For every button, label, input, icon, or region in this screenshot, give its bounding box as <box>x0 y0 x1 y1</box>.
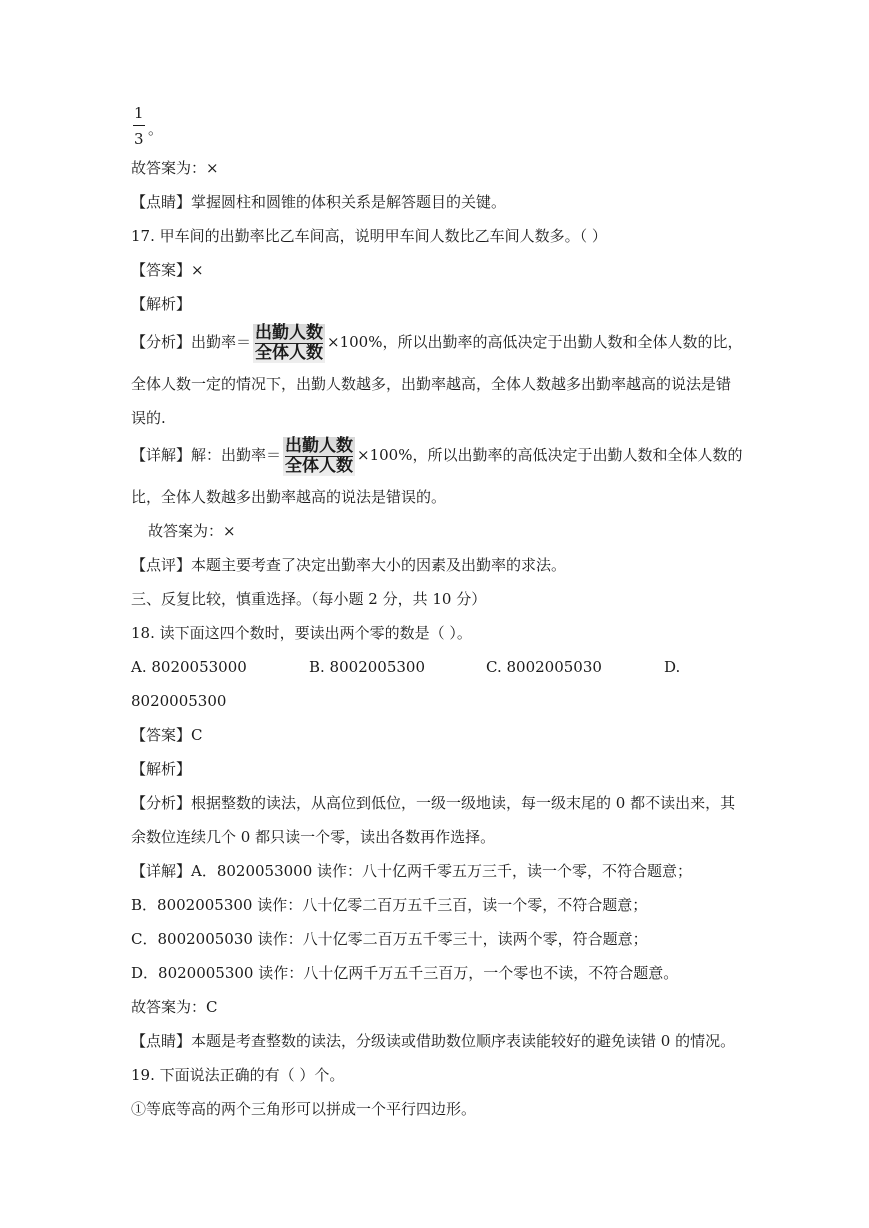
fraction-den-text: 全体人数 <box>285 455 354 476</box>
detail-17-suffix: ×100%，所以出勤率的高低决定于出勤人数和全体人数的 <box>357 446 743 464</box>
detail-18-d: D．8020005300 读作：八十亿两千万五千三百万，一个零也不读，不符合题意。 <box>131 964 679 982</box>
fraction-bar <box>133 125 145 126</box>
detail-17-line2: 比，全体人数越多出勤率越高的说法是错误的。 <box>131 488 447 506</box>
answer-18-final: 故答案为：C <box>131 998 218 1016</box>
question-17: 17. 甲车间的出勤率比乙车间高，说明甲车间人数比乙车间人数多。（ ） <box>131 227 607 245</box>
question-19: 19. 下面说法正确的有（ ）个。 <box>131 1066 345 1084</box>
fraction-num-text: 出勤人数 <box>285 435 354 456</box>
detail-17-prefix: 【详解】解：出勤率＝ <box>131 446 282 464</box>
answer-18: 【答案】C <box>131 726 203 744</box>
analysis-17 <box>131 322 742 363</box>
fraction-denominator: 3 <box>134 130 144 148</box>
analysis-17-line2: 全体人数一定的情况下，出勤人数越多，出勤率越高，全体人数越多出勤率越高的说法是错 <box>131 375 732 393</box>
statement-19-1: ①等底等高的两个三角形可以拼成一个平行四边形。 <box>131 1100 477 1118</box>
option-a: A. 8020053000 <box>131 658 247 676</box>
section-3-heading: 三、反复比较，慎重选择。（每小题 2 分，共 10 分） <box>131 590 487 608</box>
tip-line: 【点睛】掌握圆柱和圆锥的体积关系是解答题目的关键。 <box>131 193 507 211</box>
fraction-den-text: 全体人数 <box>255 342 324 363</box>
analysis-heading-17: 【解析】 <box>131 295 192 313</box>
fraction-num-text: 出勤人数 <box>255 322 324 343</box>
answer-17: 【答案】× <box>131 261 204 279</box>
analysis-17-suffix: ×100%，所以出勤率的高低决定于出勤人数和全体人数的比， <box>327 333 743 351</box>
detail-18-b: B．8002005300 读作：八十亿零二百万五千三百，读一个零，不符合题意； <box>131 896 648 914</box>
answer-line: 故答案为：× <box>131 159 219 177</box>
attendance-fraction-image <box>283 437 355 476</box>
detail-18-a: 【详解】A．8020053000 读作：八十亿两千零五万三千，读一个零，不符合题意； <box>131 862 693 880</box>
comment-17: 【点评】本题主要考查了决定出勤率大小的因素及出勤率的求法。 <box>131 556 567 574</box>
attendance-fraction-image <box>253 324 325 363</box>
fraction-period: 。 <box>148 120 164 138</box>
fraction-numerator: 1 <box>134 104 144 122</box>
question-18: 18. 读下面这四个数时，要读出两个零的数是（ ）。 <box>131 624 472 642</box>
analysis-17-line3: 误的. <box>131 409 166 427</box>
option-b: B. 8002005300 <box>309 658 425 676</box>
detail-18-c: C．8002005030 读作：八十亿零二百万五千零三十，读两个零，符合题意； <box>131 930 648 948</box>
tip-18: 【点睛】本题是考查整数的读法，分级读或借助数位顺序表读能较好的避免读错 0 的情况。 <box>131 1032 736 1050</box>
analysis-17-prefix: 【分析】出勤率＝ <box>131 333 252 351</box>
option-d: D. <box>664 658 681 676</box>
analysis-18-line1: 【分析】根据整数的读法，从高位到低位，一级一级地读，每一级末尾的 0 都不读出来，其 <box>131 794 736 812</box>
detail-17 <box>131 435 742 476</box>
analysis-18-line2: 余数位连续几个 0 都只读一个零，读出各数再作选择。 <box>131 828 496 846</box>
option-c: C. 8002005030 <box>486 658 602 676</box>
answer-17-final: 故答案为：× <box>148 522 236 540</box>
analysis-heading-18: 【解析】 <box>131 760 192 778</box>
option-d-value: 8020005300 <box>131 692 227 710</box>
